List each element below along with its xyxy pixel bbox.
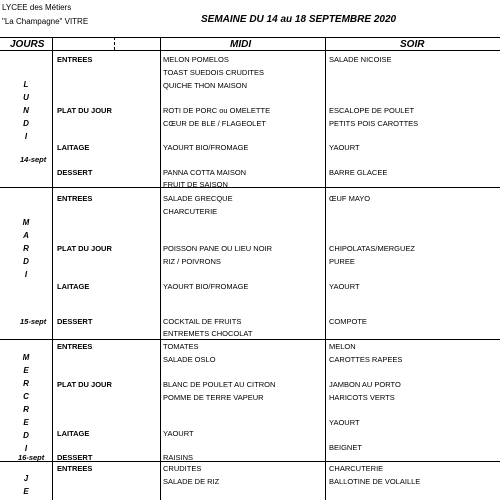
midi-dish: PANNA COTTA MAISON xyxy=(163,168,247,177)
soir-dish: BARRE GLACEE xyxy=(329,168,388,177)
midi-dish: TOMATES xyxy=(163,342,199,351)
midi-dish: ENTREMETS CHOCOLAT xyxy=(163,329,253,338)
day-letter: I xyxy=(24,132,28,141)
soir-dish: PUREE xyxy=(329,257,355,266)
jours-column-border xyxy=(52,37,53,500)
category-label: LAITAGE xyxy=(57,143,90,152)
column-header-soir: SOIR xyxy=(400,39,425,50)
category-label: DESSERT xyxy=(57,317,93,326)
day-separator xyxy=(0,339,500,340)
soir-dish: ŒUF MAYO xyxy=(329,194,371,203)
midi-dish: POMME DE TERRE VAPEUR xyxy=(163,393,264,402)
soir-dish: YAOURT xyxy=(329,418,360,427)
midi-column-border xyxy=(160,37,161,500)
day-date: 14-sept xyxy=(20,155,47,164)
midi-dish: COCKTAIL DE FRUITS xyxy=(163,317,242,326)
midi-dish: RIZ / POIVRONS xyxy=(163,257,221,266)
column-header-midi: MIDI xyxy=(230,39,252,50)
midi-dish: CŒUR DE BLE / FLAGEOLET xyxy=(163,119,266,128)
midi-dish: RAISINS xyxy=(163,453,194,462)
soir-dish: CAROTTES RAPEES xyxy=(329,355,403,364)
soir-column-border xyxy=(325,37,326,500)
day-letter: U xyxy=(23,93,29,102)
soir-dish: PETITS POIS CAROTTES xyxy=(329,119,419,128)
category-label: ENTREES xyxy=(57,55,93,64)
midi-dish: TOAST SUEDOIS CRUDITES xyxy=(163,68,264,77)
category-label: PLAT DU JOUR xyxy=(57,244,112,253)
midi-dish: QUICHE THON MAISON xyxy=(163,81,248,90)
soir-dish: ESCALOPE DE POULET xyxy=(329,106,415,115)
table-header-border xyxy=(0,50,500,51)
day-letter: A xyxy=(23,231,29,240)
midi-dish: ROTI DE PORC ou OMELETTE xyxy=(163,106,271,115)
category-label: ENTREES xyxy=(57,342,93,351)
midi-dish: SALADE GRECQUE xyxy=(163,194,233,203)
midi-dish: POISSON PANE OU LIEU NOIR xyxy=(163,244,273,253)
midi-dish: CHARCUTERIE xyxy=(163,207,218,216)
day-letter: I xyxy=(24,270,28,279)
category-label: ENTREES xyxy=(57,194,93,203)
school-name: LYCEE des Métiers xyxy=(2,3,72,12)
day-letter: E xyxy=(23,418,29,427)
day-letter: I xyxy=(24,444,28,453)
column-header-jours: JOURS xyxy=(10,39,45,50)
midi-dish: YAOURT BIO/FROMAGE xyxy=(163,143,249,152)
header-dashed-divider xyxy=(114,37,115,50)
soir-dish: HARICOTS VERTS xyxy=(329,393,395,402)
category-label: ENTREES xyxy=(57,464,93,473)
midi-dish: YAOURT BIO/FROMAGE xyxy=(163,282,249,291)
day-date: 15-sept xyxy=(20,317,47,326)
day-letter: M xyxy=(22,353,30,362)
category-label: DESSERT xyxy=(57,168,93,177)
soir-dish: YAOURT xyxy=(329,282,360,291)
category-label: DESSERT xyxy=(57,453,93,462)
soir-dish: YAOURT xyxy=(329,143,360,152)
midi-dish: BLANC DE POULET AU CITRON xyxy=(163,380,276,389)
day-letter: D xyxy=(23,257,29,266)
midi-dish: MELON POMELOS xyxy=(163,55,229,64)
soir-dish: BEIGNET xyxy=(329,443,362,452)
soir-dish: COMPOTE xyxy=(329,317,367,326)
soir-dish: JAMBON AU PORTO xyxy=(329,380,401,389)
day-letter: D xyxy=(23,431,29,440)
week-title: SEMAINE DU 14 au 18 SEPTEMBRE 2020 xyxy=(201,14,397,25)
day-letter: E xyxy=(23,487,29,496)
midi-dish: SALADE DE RIZ xyxy=(163,477,220,486)
day-letter: C xyxy=(23,392,29,401)
day-letter: R xyxy=(23,379,29,388)
midi-dish: YAOURT xyxy=(163,429,194,438)
day-letter: M xyxy=(22,218,30,227)
category-label: PLAT DU JOUR xyxy=(57,106,112,115)
day-letter: J xyxy=(23,474,29,483)
soir-dish: SALADE NICOISE xyxy=(329,55,392,64)
day-separator xyxy=(0,187,500,188)
midi-dish: FRUIT DE SAISON xyxy=(163,180,228,189)
day-letter: D xyxy=(23,119,29,128)
day-letter: R xyxy=(23,405,29,414)
day-date: 16-sept xyxy=(18,453,45,462)
day-letter: N xyxy=(23,106,29,115)
category-label: LAITAGE xyxy=(57,282,90,291)
category-label: LAITAGE xyxy=(57,429,90,438)
school-location: "La Champagne" VITRE xyxy=(2,17,89,26)
soir-dish: CHARCUTERIE xyxy=(329,464,384,473)
day-letter: E xyxy=(23,366,29,375)
soir-dish: MELON xyxy=(329,342,356,351)
soir-dish: CHIPOLATAS/MERGUEZ xyxy=(329,244,415,253)
midi-dish: CRUDITES xyxy=(163,464,202,473)
day-letter: R xyxy=(23,244,29,253)
day-letter: L xyxy=(23,80,29,89)
table-top-border xyxy=(0,37,500,38)
soir-dish: BALLOTINE DE VOLAILLE xyxy=(329,477,421,486)
midi-dish: SALADE OSLO xyxy=(163,355,216,364)
category-label: PLAT DU JOUR xyxy=(57,380,112,389)
